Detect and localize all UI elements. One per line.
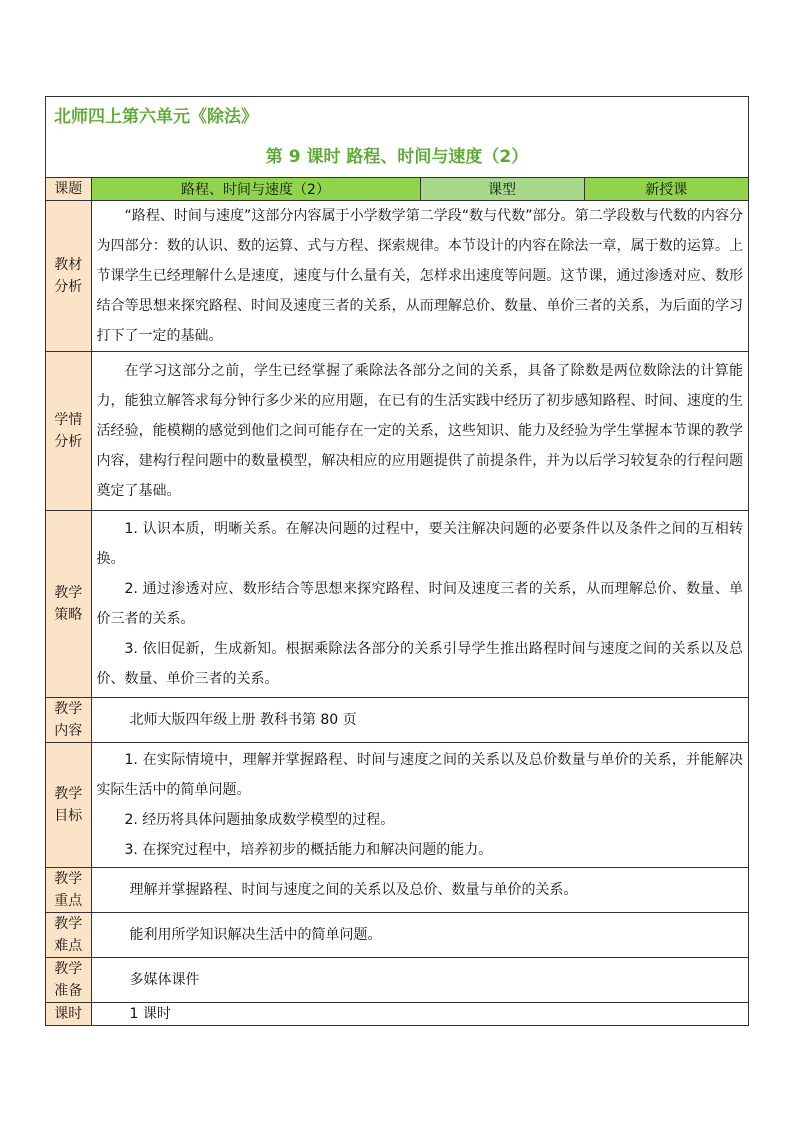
topic-label: 课题	[46, 178, 91, 201]
difficulties-text: 能利用所学知识解决生活中的简单问题。	[129, 927, 382, 943]
material-analysis-cell	[91, 201, 748, 352]
student-analysis-cell	[91, 352, 748, 511]
key-points-cell	[91, 868, 748, 913]
meta-row	[46, 178, 748, 201]
strategy-item: 1. 认识本质，明晰关系。在解决问题的过程中，要关注解决问题的必要条件以及条件之间的互相转换。	[96, 521, 743, 567]
preparation-cell	[91, 958, 748, 1003]
lesson-plan-document	[45, 96, 749, 1026]
goals-cell	[91, 743, 748, 868]
preparation-text: 多媒体课件	[129, 972, 200, 988]
difficulties-label: 教学难点	[46, 913, 91, 958]
content-cell	[91, 698, 748, 743]
series-title: 北师四上第六单元《除法》	[54, 107, 258, 127]
goals-row	[46, 743, 748, 868]
duration-text: 1 课时	[129, 1005, 171, 1022]
material-analysis-label: 教材分析	[46, 201, 91, 352]
material-analysis-row	[46, 201, 748, 352]
student-analysis-text: 在学习这部分之前，学生已经掌握了乘除法各部分之间的关系，具备了除数是两位数除法的计算能力，能独立解答求每分钟行多少米的应用题，在已有的生活实践中经历了初步感知路程、时间、速度的生活经验，能模糊的感觉到他们之间可能存在一定的关系，这些知识、能力及经验为学生掌握本节课的教学内容，建构行程问题中的数量模型，解决相应的应用题提供了前提条件，并为以后学习较复杂的行程问题奠定了基础。	[96, 363, 743, 499]
duration-cell	[91, 1003, 748, 1026]
preparation-label: 教学准备	[46, 958, 91, 1003]
difficulties-cell	[91, 913, 748, 958]
strategy-cell	[91, 511, 748, 698]
preparation-row	[46, 958, 748, 1003]
content-label: 教学内容	[46, 698, 91, 743]
strategy-item: 3. 依旧促新，生成新知。根据乘除法各部分的关系引导学生推出路程时间与速度之间的关系以及总价、数量、单价三者的关系。	[96, 641, 743, 687]
difficulties-row	[46, 913, 748, 958]
key-points-row	[46, 868, 748, 913]
goal-item: 3. 在探究过程中，培养初步的概括能力和解决问题的能力。	[124, 842, 493, 858]
lesson-title: 第 9 课时 路程、时间与速度（2）	[46, 137, 748, 178]
duration-label: 课时	[46, 1003, 91, 1026]
topic-value: 路程、时间与速度（2）	[91, 178, 420, 201]
type-label: 课型	[420, 178, 584, 201]
material-analysis-text: “路程、时间与速度”这部分内容属于小学数学第二学段“数与代数”部分。第二学段数与代数的内容分为四部分：数的认识、数的运算、式与方程、探索规律。本节设计的内容在除法一章，属于数的运算。上节课学生已经理解什么是速度，速度与什么量有关，怎样求出速度等问题。这节课，通过渗透对应、数形结合等思想来探究路程、时间及速度三者的关系，从而理解总价、数量、单价三者的关系，为后面的学习打下了一定的基础。	[96, 208, 743, 344]
goal-item: 2. 经历将具体问题抽象成数学模型的过程。	[124, 812, 395, 828]
key-points-label: 教学重点	[46, 868, 91, 913]
duration-row	[46, 1003, 748, 1026]
type-value: 新授课	[584, 178, 748, 201]
goals-label: 教学目标	[46, 743, 91, 868]
content-row	[46, 698, 748, 743]
key-points-text: 理解并掌握路程、时间与速度之间的关系以及总价、数量与单价的关系。	[129, 882, 578, 898]
lesson-plan-table	[46, 178, 748, 1025]
strategy-label: 教学策略	[46, 511, 91, 698]
goal-item: 1. 在实际情境中，理解并掌握路程、时间与速度之间的关系以及总价数量与单价的关系，并能解决实际生活中的简单问题。	[96, 752, 743, 798]
strategy-row	[46, 511, 748, 698]
student-analysis-label: 学情分析	[46, 352, 91, 511]
strategy-item: 2. 通过渗透对应、数形结合等思想来探究路程、时间及速度三者的关系，从而理解总价、数量、单价三者的关系。	[96, 581, 743, 627]
student-analysis-row	[46, 352, 748, 511]
content-text: 北师大版四年级上册 教科书第 80 页	[129, 712, 357, 728]
